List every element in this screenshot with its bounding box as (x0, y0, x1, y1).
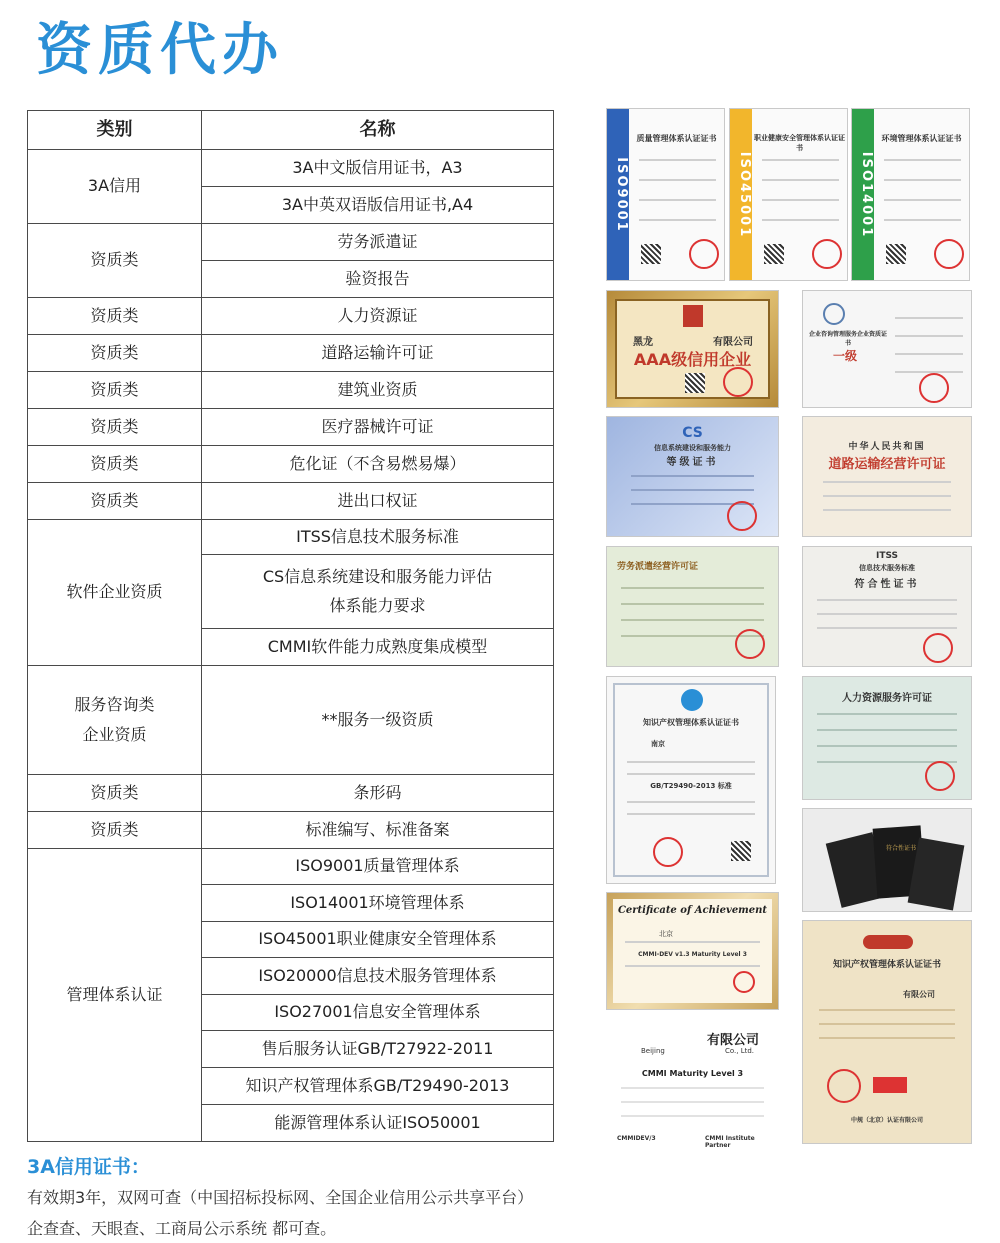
cert-title: 职业健康安全管理体系认证证书 (754, 134, 845, 152)
certificate-books-photo (802, 808, 972, 912)
item-cell: CS信息系统建设和服务能力评估 体系能力要求 (202, 555, 554, 629)
category-cell: 软件企业资质 (28, 520, 202, 666)
cert-standard: GB/T29490-2013 标准 (650, 782, 732, 790)
cert-title: 人力资源服务许可证 (842, 693, 932, 704)
cs-certificate (606, 416, 779, 537)
iso9001-certificate (606, 108, 725, 281)
item-cell: 3A中英双语版信用证书,A4 (202, 187, 554, 224)
cert-logo-cmmidev: CMMIDEV/3 (617, 1135, 656, 1142)
cert-title: 信息技术服务标准 (859, 564, 915, 572)
cert-title: 劳务派遣经营许可证 (617, 562, 699, 572)
cert-title: 企业咨询管理服务企业资质证书 (809, 331, 888, 347)
cert-company: 有限公司 (903, 990, 935, 999)
item-cell: ISO14001环境管理体系 (202, 885, 554, 922)
consulting-certificate (802, 290, 972, 408)
qualification-table (27, 110, 554, 1142)
cert-title: 知识产权管理体系认证证书 (643, 718, 739, 727)
item-cell: 知识产权管理体系GB/T29490-2013 (202, 1068, 554, 1105)
category-cell: 资质类 (28, 483, 202, 520)
iso14001-certificate (851, 108, 970, 281)
itss-certificate (802, 546, 972, 667)
item-cell: 进出口权证 (202, 483, 554, 520)
cert-logo-partner: CMMI Institute Partner (705, 1135, 755, 1148)
cert-level: CMMI-DEV v1.3 Maturity Level 3 (638, 951, 747, 958)
cert-level: CMMI Maturity Level 3 (641, 1069, 744, 1078)
cert-subtitle: 符合性证书 (854, 579, 920, 590)
cert-title: AAA级信用企业 (633, 350, 752, 369)
category-cell: 资质类 (28, 446, 202, 483)
item-cell: 条形码 (202, 775, 554, 812)
cert-title: 道路运输经营许可证 (828, 457, 946, 472)
cert-country: 中华人民共和国 (848, 442, 926, 452)
cmmi-certificate-b (606, 1016, 779, 1148)
item-cell: ITSS信息技术服务标准 (202, 520, 554, 555)
cert-company: 有限公司 (713, 337, 753, 348)
item-cell: 能源管理体系认证ISO50001 (202, 1105, 554, 1142)
item-cell: ISO27001信息安全管理体系 (202, 995, 554, 1031)
item-cell: 人力资源证 (202, 298, 554, 335)
cert-company: 北京 (659, 930, 673, 938)
item-cell: 3A中文版信用证书，A3 (202, 150, 554, 187)
ip-management-certificate-2 (802, 920, 972, 1144)
road-transport-certificate (802, 416, 972, 537)
cert-side-label: ISO14001 (859, 151, 874, 238)
cert-side-label: ISO45001 (737, 151, 752, 238)
aaa-credit-certificate (606, 290, 779, 408)
item-cell: **服务一级资质 (202, 666, 554, 775)
category-cell: 3A信用 (28, 150, 202, 224)
cert-company: 南京 (651, 740, 665, 748)
item-cell: 标准编写、标准备案 (202, 812, 554, 849)
cert-book-label: 符合性证书 (885, 845, 916, 852)
category-cell: 资质类 (28, 224, 202, 298)
note-line-1: 有效期3年，双网可查（中国招标投标网、全国企业信用公示共享平台） (27, 1188, 534, 1207)
cert-side-label: ISO9001 (614, 156, 629, 233)
category-cell: 资质类 (28, 409, 202, 446)
item-cell: 建筑业资质 (202, 372, 554, 409)
cert-level: 一级 (833, 349, 858, 363)
item-cell: 危化证（不含易燃易爆） (202, 446, 554, 483)
cert-title: 信息系统建设和服务能力 (654, 444, 731, 452)
cert-owner: 黑龙 (633, 337, 653, 348)
cert-badge: CS (682, 425, 703, 441)
cert-city: Beijing (641, 1047, 665, 1055)
cert-title: 环境管理体系认证证书 (881, 134, 962, 143)
labor-dispatch-certificate (606, 546, 779, 667)
item-cell: 售后服务认证GB/T27922-2011 (202, 1031, 554, 1068)
item-cell: 医疗器械许可证 (202, 409, 554, 446)
cert-title: Certificate of Achievement (617, 905, 768, 916)
cert-title: 质量管理体系认证证书 (636, 134, 717, 143)
cert-co: Co., Ltd. (725, 1047, 755, 1055)
page-title: 资质代办 (36, 18, 284, 83)
category-cell: 资质类 (28, 812, 202, 849)
category-cell: 资质类 (28, 372, 202, 409)
note-line-2: 企查查、天眼查、工商局公示系统 都可查。 (27, 1219, 337, 1238)
cert-title: 知识产权管理体系认证证书 (832, 960, 941, 970)
cmmi-certificate-a (606, 892, 779, 1010)
item-cell: ISO9001质量管理体系 (202, 849, 554, 885)
iso45001-certificate (729, 108, 848, 281)
category-cell: 资质类 (28, 775, 202, 812)
cert-subtitle: 等级证书 (666, 457, 719, 468)
note-title: 3A信用证书： (27, 1156, 150, 1178)
category-cell: 资质类 (28, 298, 202, 335)
category-cell: 资质类 (28, 335, 202, 372)
item-cell: ISO20000信息技术服务管理体系 (202, 958, 554, 995)
item-cell: ISO45001职业健康安全管理体系 (202, 922, 554, 958)
item-cell: CMMI软件能力成熟度集成模型 (202, 629, 554, 666)
cert-org: 中规（北京）认证有限公司 (850, 1117, 923, 1124)
cert-badge: ITSS (875, 551, 899, 561)
cert-company: 有限公司 (707, 1033, 760, 1048)
header-name: 名称 (202, 111, 554, 150)
category-cell: 服务咨询类 企业资质 (28, 666, 202, 775)
hr-service-certificate (802, 676, 972, 800)
header-category: 类别 (28, 111, 202, 150)
item-cell: 道路运输许可证 (202, 335, 554, 372)
category-cell: 管理体系认证 (28, 849, 202, 1142)
ip-management-certificate (606, 676, 776, 884)
item-cell: 验资报告 (202, 261, 554, 298)
item-cell: 劳务派遣证 (202, 224, 554, 261)
